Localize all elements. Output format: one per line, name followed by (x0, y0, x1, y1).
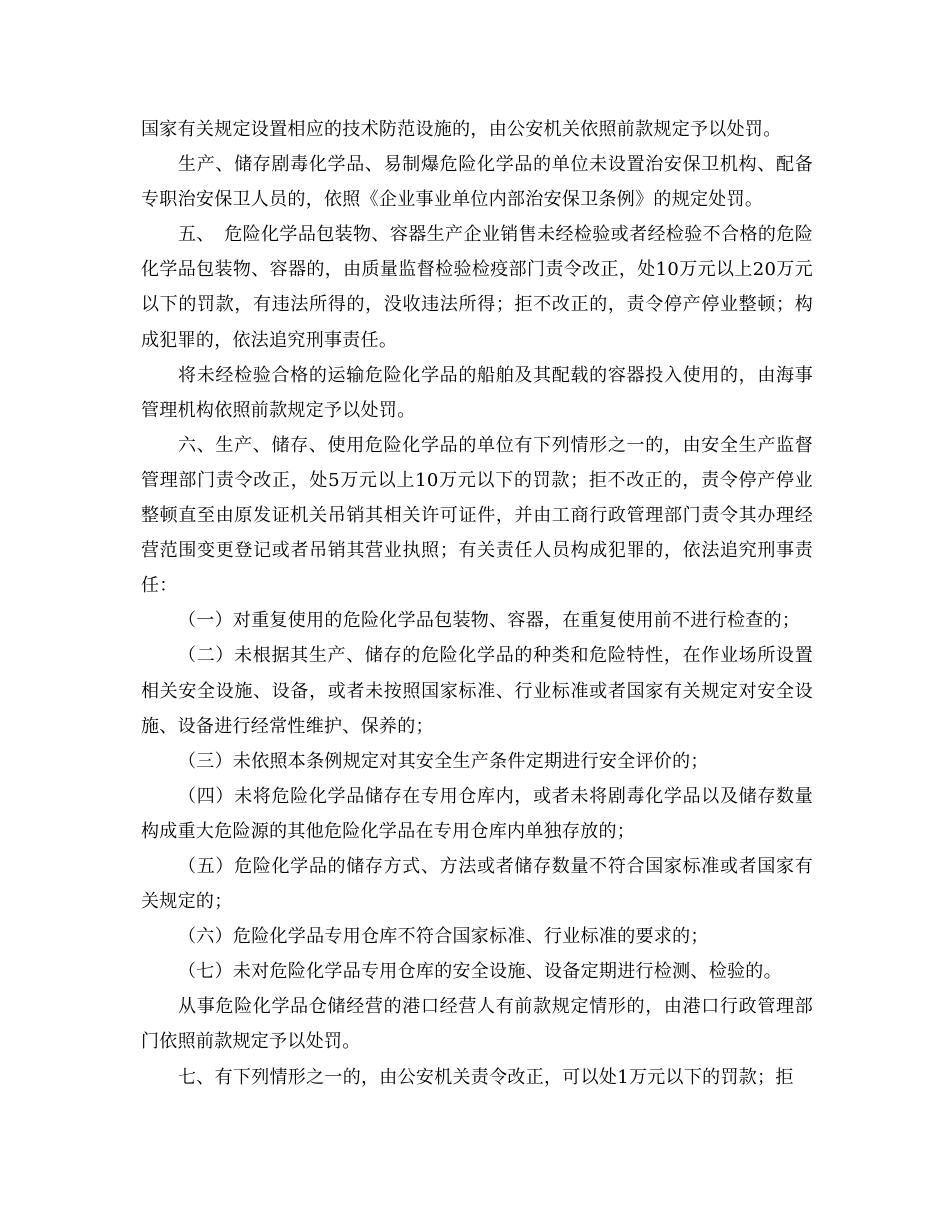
paragraph: 七、有下列情形之一的，由公安机关责令改正，可以处1万元以下的罚款；拒 (178, 1066, 794, 1088)
list-item: （一）对重复使用的危险化学品包装物、容器，在重复使用前不进行检查的； (178, 610, 801, 632)
paragraph: 六、生产、储存、使用危险化学品的单位有下列情形之一的，由安全生产监督管理部门责令改正，处5万元以上10万元以下的罚款；拒不改正的，责令停产停业整顿直至由原发证机关吊销其相关许可证件，并由工商行政管理部门责令其办理经营范围变更登记或者吊销其营业执照；有关责任人员构成犯罪的，依法追究刑事责任： (141, 434, 813, 597)
document-body (141, 112, 813, 1095)
paragraph: 国家有关规定设置相应的技术防范设施的，由公安机关依照前款规定予以处罚。 (141, 119, 782, 140)
list-item: （七）未对危险化学品专用仓库的安全设施、设备定期进行检测、检验的。 (178, 961, 782, 983)
list-item: （四）未将危险化学品储存在专用仓库内，或者未将剧毒化学品以及储存数量构成重大危险源的其他危险化学品在专用仓库内单独存放的； (141, 785, 813, 842)
paragraph: 将未经检验合格的运输危险化学品的船舶及其配载的容器投入使用的，由海事管理机构依照前款规定予以处罚。 (141, 364, 813, 421)
list-item: （六）危险化学品专用仓库不符合国家标准、行业标准的要求的； (178, 926, 709, 948)
paragraph: 从事危险化学品仓储经营的港口经营人有前款规定情形的，由港口行政管理部门依照前款规定予以处罚。 (141, 996, 813, 1053)
list-item: （二）未根据其生产、储存的危险化学品的种类和危险特性，在作业场所设置相关安全设施、设备，或者未按照国家标准、行业标准或者国家有关规定对安全设施、设备进行经常性维护、保养的； (141, 645, 813, 737)
list-item: （五）危险化学品的储存方式、方法或者储存数量不符合国家标准或者国家有关规定的； (141, 855, 813, 913)
list-item: （三）未依照本条例规定对其安全生产条件定期进行安全评价的； (178, 750, 709, 772)
paragraph: 生产、储存剧毒化学品、易制爆危险化学品的单位未设置治安保卫机构、配备专职治安保卫人员的，依照《企业事业单位内部治安保卫条例》的规定处罚。 (141, 154, 813, 211)
paragraph: 五、 危险化学品包装物、容器生产企业销售未经检验或者经检验不合格的危险化学品包装物、容器的，由质量监督检验检疫部门责令改正，处10万元以上20万元以下的罚款，有违法所得的，没收违法所得；拒不改正的，责令停产停业整顿；构成犯罪的，依法追究刑事责任。 (141, 224, 813, 351)
